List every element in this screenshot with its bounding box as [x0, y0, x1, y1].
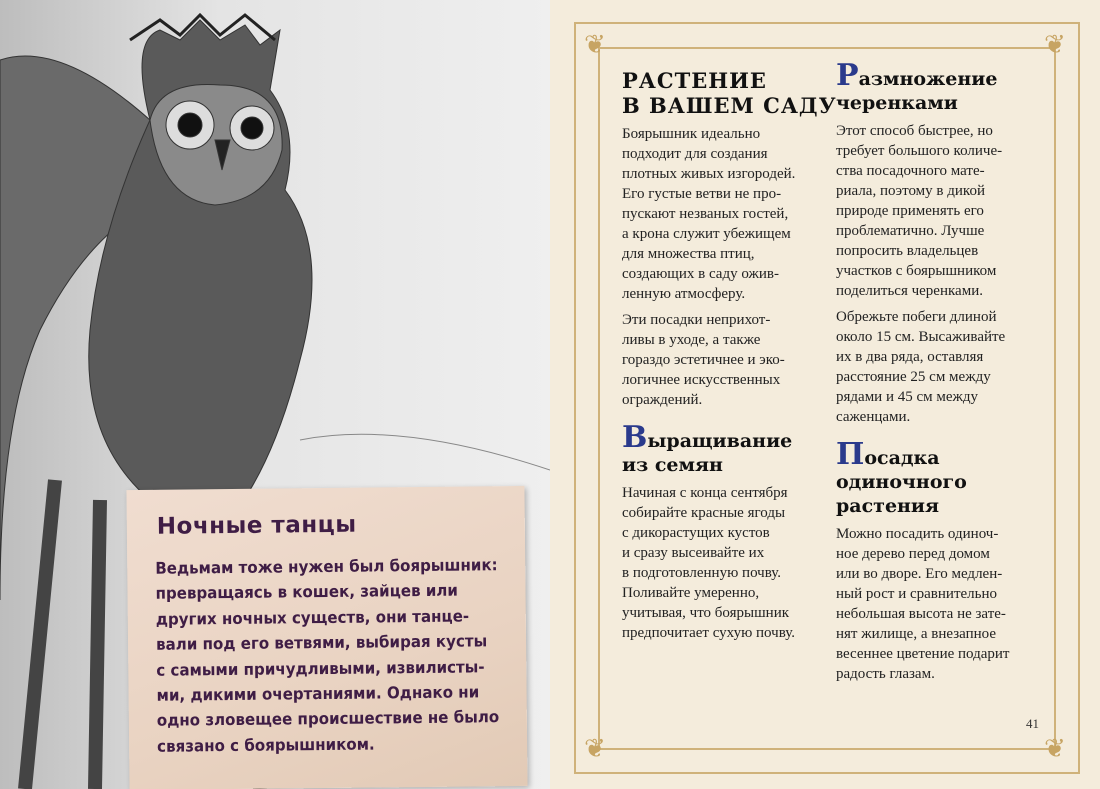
section-title: РАСТЕНИЕ В ВАШЕМ САДУ	[622, 68, 837, 118]
corner-ornament-icon: ❦	[584, 734, 606, 764]
paragraph: Можно посадить одиноч- ное дерево перед домом или во дворе. Его медлен- ный рост и сравнительно небольшая высота не зате- нят жилище, а внезапное весеннее цветение подарит радость глазам.	[836, 526, 1010, 682]
paragraph: Боярышник идеально подходит для создания плотных живых изгородей. Его густые ветви не про- пускают незваных гостей, а крона служит убежищем для множества птиц, создающих в саду ожив- ленную атмосферу.	[622, 126, 796, 302]
sidebar-note-box	[126, 486, 527, 789]
section-cuttings	[836, 58, 1044, 433]
drop-cap: П	[836, 437, 865, 472]
paragraph: Обрежьте побеги длиной около 15 см. Высаживайте их в два ряда, оставляя расстояние 25 см между рядами и 45 см между саженцами.	[836, 309, 1006, 425]
page-number: 41	[1026, 716, 1039, 731]
section-title-rest: ыращивание из семян	[622, 430, 793, 476]
section-title	[836, 58, 1044, 115]
section-title	[836, 437, 1044, 518]
drop-cap: Р	[836, 58, 859, 93]
corner-ornament-icon: ❦	[1044, 30, 1066, 60]
section-single-plant	[836, 437, 1044, 690]
corner-ornament-icon: ❦	[584, 30, 606, 60]
paragraph: Начиная с конца сентября собирайте красные ягоды с дикорастущих кустов и сразу высеивайте их в подготовленную почву. Поливайте умеренно, учитывая, что боярышник предпочитает сухую почву.	[622, 485, 796, 641]
section-garden	[622, 68, 837, 416]
corner-ornament-icon: ❦	[1044, 734, 1066, 764]
left-column	[622, 68, 837, 659]
section-title	[622, 420, 830, 477]
note-title: Ночные танцы	[156, 511, 357, 540]
section-seeds	[622, 420, 830, 649]
note-text: Ведьмам тоже нужен был боярышник: превращаясь в кошек, зайцев или других ночных существ, они танце- вали под его ветвями, выбирая кусты с самыми причудливыми, извилисты- ми, дикими очертаниями. Однако ни одно зловещее происшествие не было связано с боярышником.	[155, 555, 500, 756]
section-title-rest: азмножение черенками	[836, 68, 998, 114]
section-title-rest: осадка одиночного растения	[836, 447, 967, 517]
paragraph: Этот способ быстрее, но требует большого количе- ства посадочного мате- риала, поэтому в дикой природе применять его проблематично. Лучше попросить владельцев участков с боярышником поделиться черенками.	[836, 123, 1003, 299]
drop-cap: В	[622, 420, 648, 455]
paragraph: Эти посадки неприхот- ливы в уходе, а также гораздо эстетичнее и эко- логичнее искусственных ограждений.	[622, 312, 785, 408]
right-column	[836, 58, 1044, 700]
